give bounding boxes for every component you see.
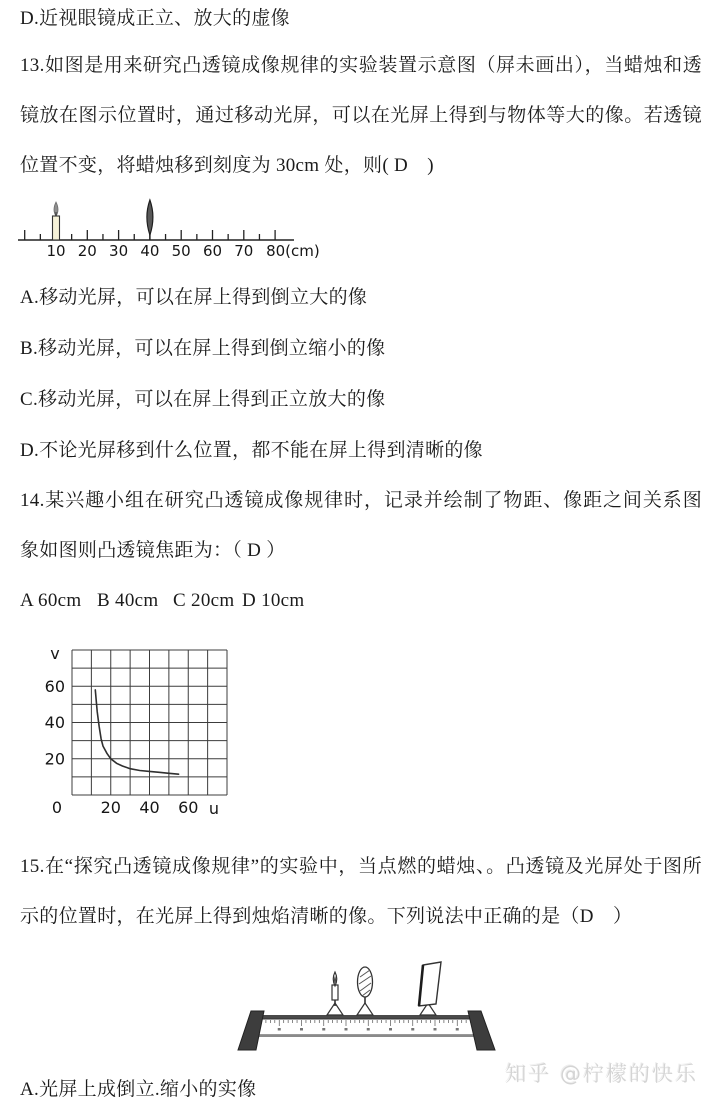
q15-text-line1: 15.在“探究凸透镜成像规律”的实验中，当点燃的蜡烛、。凸透镜及光屏处于图所 xyxy=(20,856,702,877)
ruler-tick-label: 60 xyxy=(202,242,223,260)
ruler-tick-label: 70 xyxy=(234,242,254,260)
y-tick-label: 40 xyxy=(44,713,65,732)
bench-scale-mark xyxy=(367,1028,370,1031)
origin-label: 0 xyxy=(51,798,62,817)
q13-option-d: D.不论光屏移到什么位置，都不能在屏上得到清晰的像 xyxy=(20,440,483,461)
ruler-tick-label: 10 xyxy=(46,242,66,260)
y-axis-label: v xyxy=(50,644,60,663)
chart-gridlines xyxy=(72,650,227,795)
x-tick-label: 20 xyxy=(100,798,121,817)
bench-scale-mark xyxy=(389,1028,392,1031)
q14-options-row xyxy=(20,587,702,614)
object-image-distance-chart xyxy=(33,638,248,820)
bench-light-screen-icon xyxy=(419,962,441,1006)
q13-text-line3: 位置不变，将蜡烛移到刻度为 30cm 处，则( D ) xyxy=(20,155,434,176)
bench-left-foot xyxy=(238,1011,264,1050)
ruler-tick-label: 80(cm) xyxy=(266,242,320,260)
x-axis-label: u xyxy=(208,799,220,818)
bench-scale-mark xyxy=(322,1028,325,1031)
q13-text-line1: 13.如图是用来研究凸透镜成像规律的实验装置示意图（屏未画出），当蜡烛和透 xyxy=(20,55,702,76)
ruler-tick-label: 40 xyxy=(140,242,160,260)
bench-ruler-strip xyxy=(253,1019,479,1035)
bench-scale-mark xyxy=(300,1028,303,1031)
watermark: 知乎 @柠檬的快乐 xyxy=(505,1062,698,1086)
q13-option-a: A.移动光屏，可以在屏上得到倒立大的像 xyxy=(20,287,368,308)
ruler-candle-icon xyxy=(53,202,60,240)
y-tick-label: 20 xyxy=(44,749,65,769)
optical-bench-diagram xyxy=(225,953,495,1053)
q13-text-line2: 镜放在图示位置时，通过移动光屏，可以在光屏上得到与物体等大的像。若透镜 xyxy=(20,105,702,126)
q15-text-line2: 示的位置时，在光屏上得到烛焰清晰的像。下列说法中正确的是（D ） xyxy=(20,906,633,927)
q14-text-line1: 14.某兴趣小组在研究凸透镜成像规律时，记录并绘制了物距、像距之间关系图 xyxy=(20,490,702,511)
candle-body xyxy=(53,216,60,240)
ruler-tick-label: 30 xyxy=(109,242,129,260)
bench-right-foot xyxy=(468,1011,495,1050)
x-tick-label: 40 xyxy=(139,798,160,817)
bench-scale-mark xyxy=(434,1028,437,1031)
q14-option-d: D 10cm xyxy=(242,590,305,611)
lens-shape xyxy=(147,200,153,235)
y-tick-label: 60 xyxy=(44,676,65,696)
ruler-tick-label: 20 xyxy=(77,242,97,260)
bench-scale-mark xyxy=(456,1028,459,1031)
q14-option-b: B 40cm xyxy=(97,590,159,611)
bench-scale-mark xyxy=(411,1028,414,1031)
bench-scale-mark xyxy=(278,1028,281,1031)
bench-convex-lens-icon xyxy=(358,967,373,1004)
x-tick-label: 60 xyxy=(178,798,199,817)
q15-option-a: A.光屏上成倒立.缩小的实像 xyxy=(20,1079,257,1100)
q13-option-b: B.移动光屏，可以在屏上得到倒立缩小的像 xyxy=(20,338,386,359)
q13-option-c: C.移动光屏，可以在屏上得到正立放大的像 xyxy=(20,389,386,410)
lens-experiment-ruler-diagram xyxy=(18,193,330,271)
lens-holder xyxy=(357,1003,373,1015)
q14-text-line2: 象如图则凸透镜焦距为：（ D ） xyxy=(20,540,286,561)
ruler-lens-icon xyxy=(147,200,153,240)
bench-bottom-edge xyxy=(253,1035,479,1037)
chart-curve xyxy=(95,690,178,774)
prev-question-option-d: D.近视眼镜成正立、放大的虚像 xyxy=(20,8,290,29)
bench-scale-mark xyxy=(345,1028,348,1031)
bench-candle-icon xyxy=(332,972,338,1006)
q14-option-c: C 20cm xyxy=(173,590,235,611)
q14-option-a: A 60cm xyxy=(20,590,82,611)
ruler-tick-label: 50 xyxy=(171,242,191,260)
